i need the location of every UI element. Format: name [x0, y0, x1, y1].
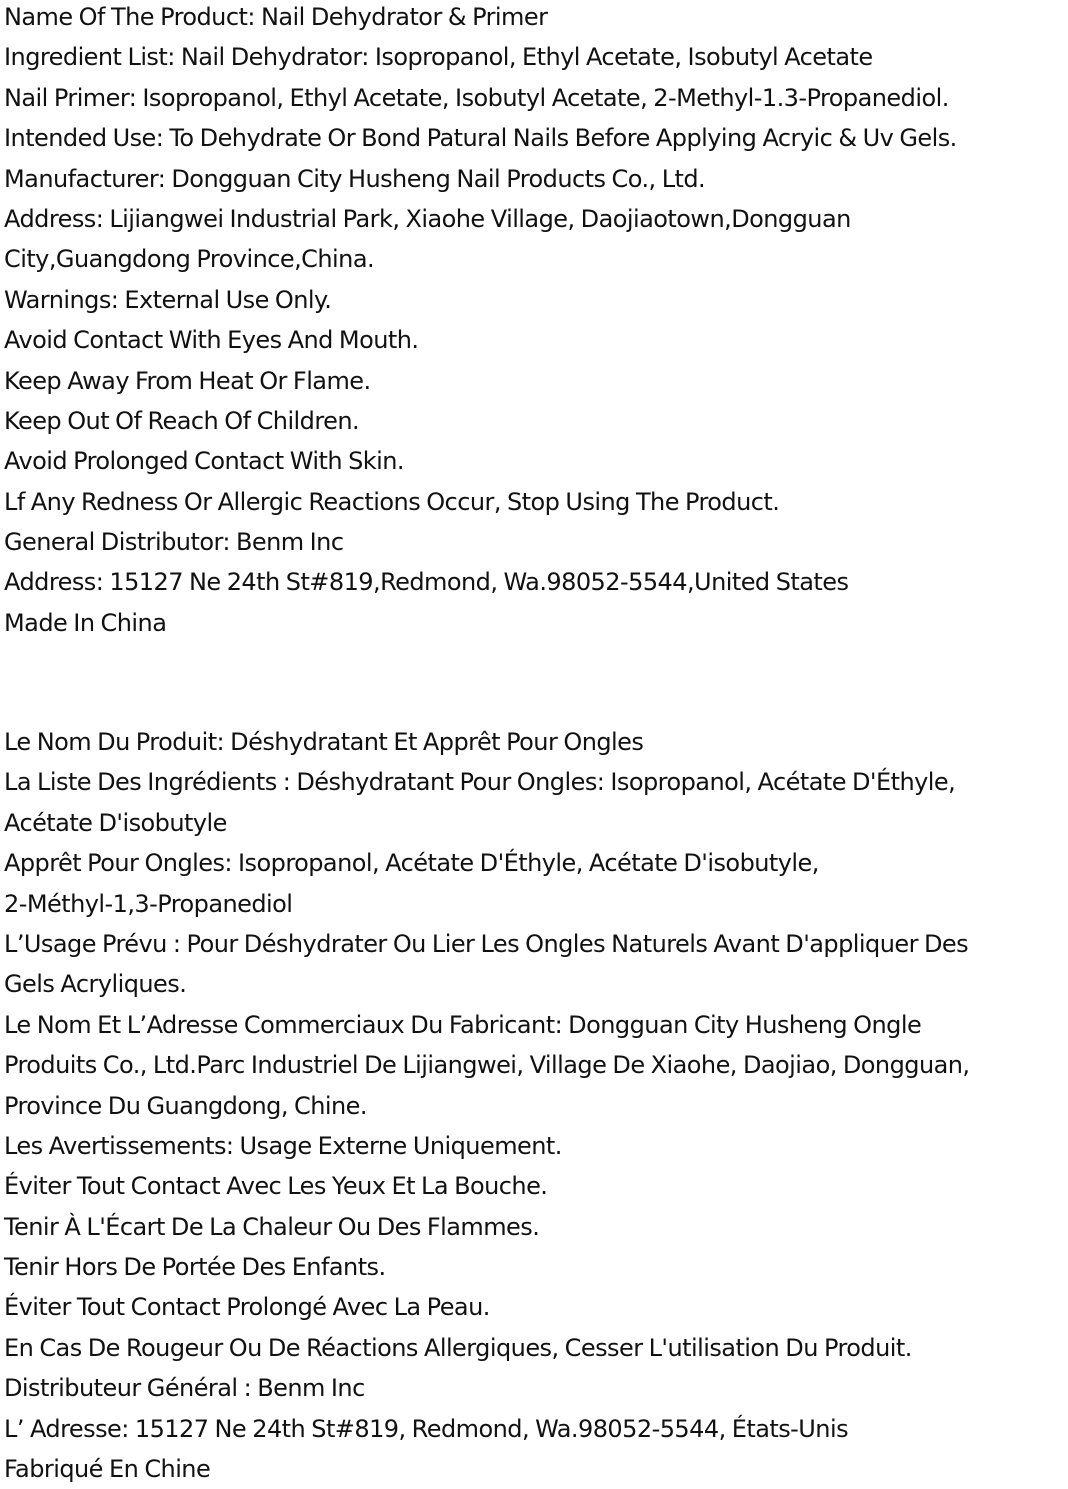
manufacturer-address-line-2: City,Guangdong Province,China.	[4, 245, 375, 274]
product-name-line: Name Of The Product: Nail Dehydrator & Primer	[4, 3, 548, 31]
warning-eyes-mouth-line: Avoid Contact With Eyes And Mouth.	[4, 326, 419, 355]
distributor-address-line: Address: 15127 Ne 24th St#819,Redmond, Wa.98052-5544,United States	[4, 568, 849, 597]
origin-line: Made In China	[4, 608, 167, 637]
intended-use-line: Intended Use: To Dehydrate Or Bond Patural Nails Before Applying Acryic & Uv Gels.	[4, 124, 957, 153]
distributor-line-fr: Distributeur Général : Benm Inc	[4, 1374, 365, 1403]
warning-allergic-line-fr: En Cas De Rougeur Ou De Réactions Allergiques, Cesser L'utilisation Du Produit.	[4, 1333, 912, 1362]
manufacturer-line-fr: Le Nom Et L’Adresse Commerciaux Du Fabricant: Dongguan City Husheng Ongle	[4, 1010, 922, 1039]
manufacturer-address-line-1: Address: Lijiangwei Industrial Park, Xiaohe Village, Daojiaotown,Dongguan	[4, 204, 851, 233]
ingredient-list-line-fr: La Liste Des Ingrédients : Déshydratant Pour Ongles: Isopropanol, Acétate D'Éthyle,	[4, 768, 956, 797]
intended-use-line-fr: L’Usage Prévu : Pour Déshydrater Ou Lier Les Ongles Naturels Avant D'appliquer Des	[4, 929, 969, 958]
warning-allergic-line: Lf Any Redness Or Allergic Reactions Occur, Stop Using The Product.	[4, 487, 780, 516]
warning-skin-line-fr: Éviter Tout Contact Prolongé Avec La Peau.	[4, 1293, 490, 1322]
french-section	[4, 722, 970, 1489]
warning-heat-line-fr: Tenir À L'Écart De La Chaleur Ou Des Flammes.	[4, 1212, 540, 1241]
intended-use-continued-fr: Gels Acryliques.	[4, 970, 187, 999]
manufacturer-address-line-fr: Produits Co., Ltd.Parc Industriel De Lijiangwei, Village De Xiaohe, Daojiao, Dongguan,	[4, 1051, 970, 1080]
distributor-address-line-fr: L’ Adresse: 15127 Ne 24th St#819, Redmond, Wa.98052-5544, États-Unis	[4, 1414, 849, 1443]
product-name-line-fr: Le Nom Du Produit: Déshydratant Et Apprêt Pour Ongles	[4, 728, 644, 756]
warning-heat-line: Keep Away From Heat Or Flame.	[4, 366, 371, 395]
origin-line-fr: Fabriqué En Chine	[4, 1455, 211, 1484]
english-section	[4, 0, 957, 643]
distributor-line: General Distributor: Benm Inc	[4, 528, 344, 557]
manufacturer-province-line-fr: Province Du Guangdong, Chine.	[4, 1091, 367, 1120]
warnings-line-fr: Les Avertissements: Usage Externe Uniquement.	[4, 1131, 562, 1160]
nail-primer-ingredients-line: Nail Primer: Isopropanol, Ethyl Acetate, Isobutyl Acetate, 2-Methyl-1.3-Propanediol.	[4, 83, 949, 112]
warning-skin-line: Avoid Prolonged Contact With Skin.	[4, 447, 404, 476]
nail-primer-ingredients-continued-fr: 2-Méthyl-1,3-Propanediol	[4, 889, 293, 918]
ingredient-list-continued-fr: Acétate D'isobutyle	[4, 808, 227, 837]
warning-eyes-mouth-line-fr: Éviter Tout Contact Avec Les Yeux Et La Bouche.	[4, 1172, 548, 1201]
manufacturer-line: Manufacturer: Dongguan City Husheng Nail Products Co., Ltd.	[4, 164, 706, 193]
warning-children-line: Keep Out Of Reach Of Children.	[4, 406, 360, 435]
nail-primer-ingredients-line-fr: Apprêt Pour Ongles: Isopropanol, Acétate D'Éthyle, Acétate D'isobutyle,	[4, 849, 819, 878]
warning-children-line-fr: Tenir Hors De Portée Des Enfants.	[4, 1253, 386, 1282]
ingredient-list-line: Ingredient List: Nail Dehydrator: Isopropanol, Ethyl Acetate, Isobutyl Acetate	[4, 43, 873, 72]
warnings-line: Warnings: External Use Only.	[4, 285, 332, 314]
